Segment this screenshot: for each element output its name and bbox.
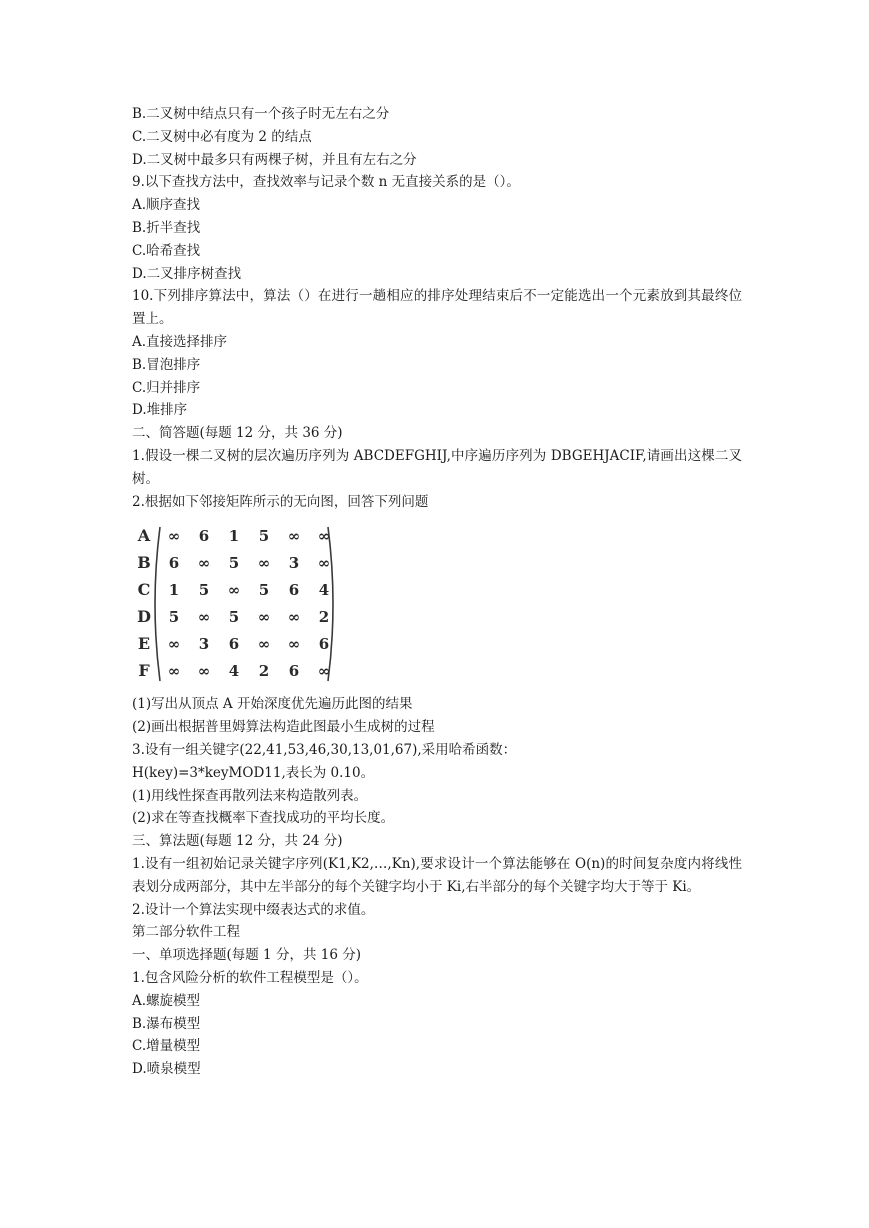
part-2-heading: 第二部分软件工程 — [132, 924, 240, 941]
matrix-cell: 5 — [228, 554, 240, 573]
q2-part-1: (1)写出从顶点 A 开始深度优先遍历此图的结果 — [132, 696, 413, 713]
se-question-1: 1.包含风险分析的软件工程模型是（）。 — [132, 969, 368, 986]
matrix-cell: ∞ — [287, 527, 301, 546]
matrix-cell: 2 — [318, 608, 330, 627]
page-content — [132, 103, 742, 1081]
question-9: 9.以下查找方法中，查找效率与记录个数 n 无直接关系的是（）。 — [132, 174, 520, 191]
adjacency-matrix-figure — [132, 519, 742, 689]
short-answer-1: 1.假设一棵二叉树的层次遍历序列为 ABCDEFGHIJ,中序遍历序列为 DBGEHJACIF,请画出这棵二叉树。 — [132, 447, 742, 487]
matrix-cell: ∞ — [197, 608, 211, 627]
matrix-cell: 6 — [228, 635, 240, 654]
matrix-row-label-d: D — [137, 607, 151, 627]
algorithm-2: 2.设计一个算法实现中缀表达式的求值。 — [132, 901, 375, 918]
matrix-cell: 5 — [168, 608, 180, 627]
matrix-cell: ∞ — [167, 635, 181, 654]
matrix-row-label-a: A — [137, 526, 151, 546]
se-q1-option-c: C.增量模型 — [132, 1038, 201, 1055]
matrix-row-label-e: E — [137, 634, 151, 654]
matrix-cell: 4 — [228, 662, 240, 681]
q2-part-2: (2)画出根据普里姆算法构造此图最小生成树的过程 — [132, 719, 435, 736]
matrix-left-bracket — [155, 527, 160, 681]
section-3-heading: 三、算法题(每题 12 分，共 24 分) — [132, 833, 343, 850]
matrix-row-label-b: B — [137, 553, 151, 573]
matrix-cell: ∞ — [167, 662, 181, 681]
matrix-cell: ∞ — [197, 554, 211, 573]
matrix-cell: 5 — [198, 581, 210, 600]
matrix-cell: 2 — [258, 662, 270, 681]
matrix-cell: 5 — [258, 581, 270, 600]
short-answer-3: 3.设有一组关键字(22,41,53,46,30,13,01,67),采用哈希函数： — [132, 741, 517, 758]
q9-option-a: A.顺序查找 — [132, 197, 201, 214]
single-choice-heading: 一、单项选择题(每题 1 分，共 16 分) — [132, 947, 361, 964]
q3-part-1: (1)用线性探查再散列法来构造散列表。 — [132, 787, 368, 804]
q10-option-b: B.冒泡排序 — [132, 356, 201, 373]
question-10: 10.下列排序算法中，算法（）在进行一趟相应的排序处理结束后不一定能选出一个元素放到其最终位置上。 — [132, 288, 742, 328]
section-2-heading: 二、简答题(每题 12 分，共 36 分) — [132, 425, 343, 442]
hash-function: H(key)=3*keyMOD11,表长为 0.10。 — [132, 764, 375, 781]
matrix-cell: ∞ — [317, 662, 331, 681]
matrix-cell: ∞ — [257, 635, 271, 654]
matrix-cell: 1 — [228, 527, 240, 546]
matrix-cell: 6 — [198, 527, 210, 546]
q10-option-a: A.直接选择排序 — [132, 333, 228, 350]
algorithm-1: 1.设有一组初始记录关键字序列(K1,K2,…,Kn),要求设计一个算法能够在 O(n)的时间复杂度内将线性表划分成两部分，其中左半部分的每个关键字均小于 Ki,右半部分的每个关键字均大于等于 Ki。 — [132, 855, 742, 895]
matrix-cell: 6 — [168, 554, 180, 573]
se-q1-option-a: A.螺旋模型 — [132, 992, 201, 1009]
matrix-cell: ∞ — [287, 608, 301, 627]
short-answer-2: 2.根据如下邻接矩阵所示的无向图，回答下列问题 — [132, 493, 429, 510]
matrix-cell: 3 — [198, 635, 210, 654]
matrix-row-label-c: C — [137, 580, 151, 600]
matrix-cell: ∞ — [227, 581, 241, 600]
matrix-cell: ∞ — [257, 554, 271, 573]
matrix-cell: 6 — [288, 581, 300, 600]
matrix-cell: ∞ — [167, 527, 181, 546]
matrix-cell: 3 — [288, 554, 300, 573]
q10-option-d: D.堆排序 — [132, 402, 188, 419]
q10-option-c: C.归并排序 — [132, 379, 201, 396]
adjacency-matrix — [132, 519, 352, 689]
q9-option-b: B.折半查找 — [132, 219, 201, 236]
q9-option-d: D.二叉排序树查找 — [132, 265, 242, 282]
option-d-binary-tree: D.二叉树中最多只有两棵子树，并且有左右之分 — [132, 151, 417, 168]
matrix-cell: 6 — [318, 635, 330, 654]
q3-part-2: (2)求在等查找概率下查找成功的平均长度。 — [132, 810, 395, 827]
se-q1-option-b: B.瀑布模型 — [132, 1015, 201, 1032]
matrix-row-label-f: F — [138, 661, 150, 681]
matrix-cell: ∞ — [317, 527, 331, 546]
matrix-cell: 1 — [168, 581, 180, 600]
matrix-cell: ∞ — [197, 662, 211, 681]
matrix-cell: ∞ — [287, 635, 301, 654]
se-q1-option-d: D.喷泉模型 — [132, 1061, 201, 1078]
matrix-cell: ∞ — [257, 608, 271, 627]
matrix-cell: ∞ — [317, 554, 331, 573]
option-c-binary-tree: C.二叉树中必有度为 2 的结点 — [132, 128, 312, 145]
matrix-cell: 5 — [258, 527, 270, 546]
matrix-cell: 5 — [228, 608, 240, 627]
matrix-cell: 6 — [288, 662, 300, 681]
option-b-binary-tree: B.二叉树中结点只有一个孩子时无左右之分 — [132, 106, 390, 122]
matrix-right-bracket — [328, 527, 333, 681]
q9-option-c: C.哈希查找 — [132, 242, 201, 259]
matrix-cell: 4 — [318, 581, 330, 600]
